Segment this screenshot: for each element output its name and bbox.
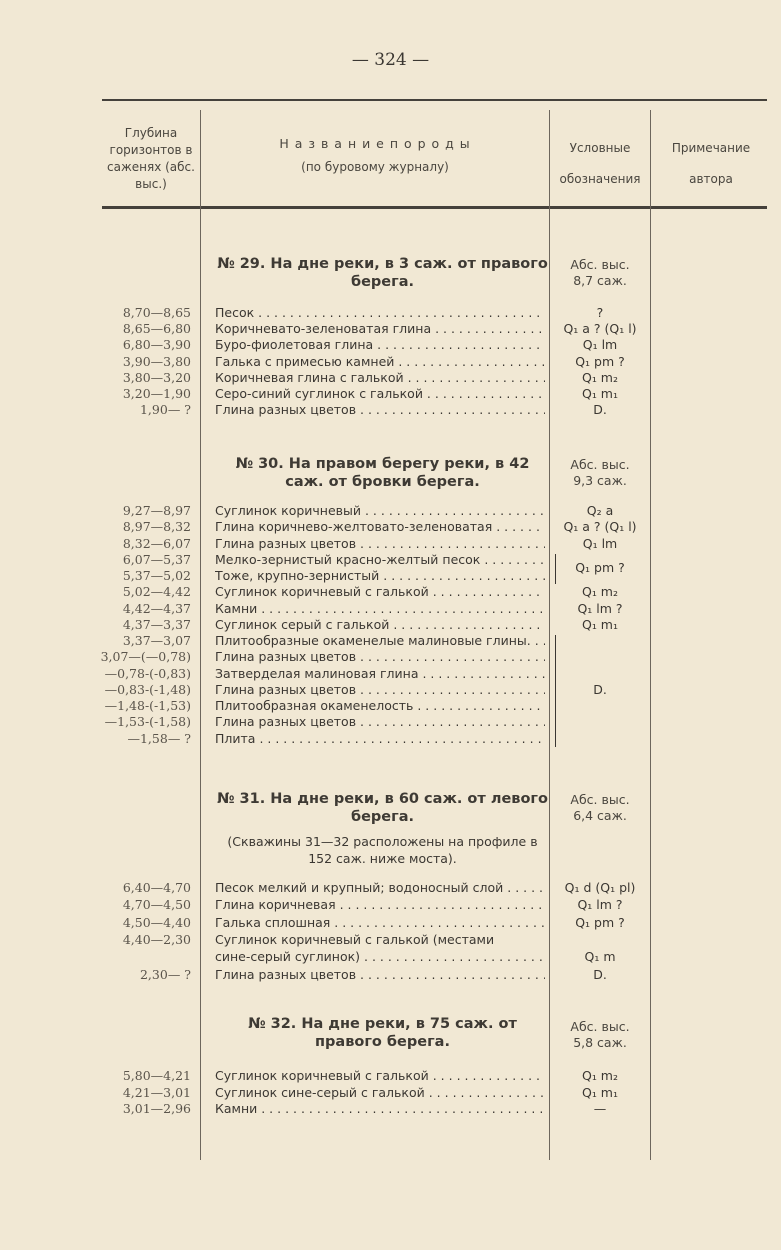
rock-name-cell: Суглинок сине-серый с галькой . . . xyxy=(215,1085,545,1100)
rock-name-cell: Плитообразная окаменелость . . . xyxy=(215,698,545,713)
rock-name-cell: Буро-фиолетовая глина . . . xyxy=(215,337,545,352)
abs-height-label: Абс. выс. xyxy=(570,457,630,472)
depth-cell: 3,80—3,20 xyxy=(122,369,191,385)
depth-cell: 8,32—6,07 xyxy=(122,535,191,551)
borehole-note: (Скважины 31—32 расположены на профиле в 152 саж. ниже моста). xyxy=(227,834,538,866)
depth-cell: 4,70—4,50 xyxy=(122,897,191,913)
symbol-cell: Q₁ m₁ xyxy=(581,616,618,632)
symbol-cell: D. xyxy=(593,966,607,982)
depth-cell: 9,27—8,97 xyxy=(122,503,191,518)
symbol-cell: Q₁ pm ? xyxy=(575,353,625,369)
abs-height-label: Абс. выс. xyxy=(570,792,630,807)
depth-cell: 5,80—4,21 xyxy=(122,1068,191,1083)
symbol-cell: Q₁ a ? (Q₁ l) xyxy=(563,519,637,535)
depth-cell: 5,37—5,02 xyxy=(122,568,191,583)
symbol-cell: — xyxy=(593,1101,607,1116)
rock-name-cell: Суглинок коричневый с галькой (местами xyxy=(215,931,495,947)
symbol-cell: Q₁ m xyxy=(584,949,616,965)
rock-name-cell: Суглинок коричневый . . . xyxy=(215,503,545,518)
symbol-cell: Q₁ lm ? xyxy=(577,600,623,616)
depth-cell: 3,07—(—0,78) xyxy=(100,649,191,665)
symbol-cell: Q₁ a ? (Q₁ l) xyxy=(563,321,637,337)
rock-name-cell: Глина разных цветов . . . xyxy=(215,967,545,982)
header-top-rule xyxy=(102,99,767,101)
depth-cell: —1,58— ? xyxy=(127,730,191,746)
depth-cell: 8,97—8,32 xyxy=(122,519,191,535)
rock-name-cell: Галька с примесью камней . . . xyxy=(215,354,545,369)
rock-name-cell: Суглинок коричневый с галькой . . . xyxy=(215,584,545,599)
depth-cell: 8,65—6,80 xyxy=(122,321,191,337)
header-rock-name: Н а з в а н и е п о р о д ы xyxy=(279,136,471,151)
depth-cell: 4,37—3,37 xyxy=(122,616,191,632)
rock-name-cell: Плита . . . xyxy=(215,731,545,746)
abs-height-value: 8,7 саж. xyxy=(573,273,627,288)
depth-cell: 5,02—4,42 xyxy=(122,584,191,600)
symbol-cell: Q₁ m₂ xyxy=(581,1068,618,1083)
symbol-cell: Q₁ m₂ xyxy=(581,369,618,385)
abs-height-label: Абс. выс. xyxy=(570,1019,630,1034)
depth-cell: 6,40—4,70 xyxy=(122,880,191,895)
column-divider-depth xyxy=(200,110,201,1160)
borehole-title: № 30. На правом берегу реки, в 42 саж. от бровки берега. xyxy=(235,456,530,490)
depth-cell: 4,40—2,30 xyxy=(122,931,191,947)
depth-cell: 3,37—3,07 xyxy=(122,633,191,648)
borehole-title: № 29. На дне реки, в 3 саж. от правого берега. xyxy=(217,256,548,290)
rock-name-cell: Глина коричнево-желтовато-зеленоватая . . . xyxy=(215,519,545,534)
page-number: — 324 — xyxy=(351,50,430,70)
depth-cell: 4,50—4,40 xyxy=(122,914,191,930)
rock-name-cell: Глина разных цветов . . . xyxy=(215,714,545,729)
symbol-cell: Q₁ d (Q₁ pl) xyxy=(564,880,636,895)
rock-name-cell: Глина разных цветов . . . xyxy=(215,682,545,697)
header-notes: Примечание автора xyxy=(671,141,751,186)
depth-cell: 3,90—3,80 xyxy=(122,353,191,369)
header-rock-name-sub: (по буровому журналу) xyxy=(301,160,449,174)
depth-cell: 3,20—1,90 xyxy=(122,386,191,401)
rock-name-cell: сине-серый суглинок) . . . xyxy=(215,949,545,964)
rock-name-cell: Тоже, крупно-зернистый . . . xyxy=(215,568,545,583)
depth-cell: 8,70—8,65 xyxy=(122,305,191,320)
depth-cell: 3,01—2,96 xyxy=(122,1101,191,1116)
rock-name-cell: Песок . . . xyxy=(215,305,545,320)
depth-cell: 4,21—3,01 xyxy=(122,1084,191,1100)
rock-name-cell: Плитообразные окаменелые малиновые глины. . . . xyxy=(215,633,545,648)
depth-cell: 6,80—3,90 xyxy=(122,337,191,353)
abs-height-value: 9,3 саж. xyxy=(573,473,627,488)
symbol-cell-group: D. xyxy=(593,681,607,697)
symbol-cell: Q₂ a xyxy=(586,503,614,518)
depth-cell: 4,42—4,37 xyxy=(122,600,191,616)
symbol-cell: Q₁ m₁ xyxy=(581,1084,618,1100)
rock-name-cell: Коричневато-зеленоватая глина . . . xyxy=(215,321,545,336)
header-symbols: Условные обозначения xyxy=(559,141,641,186)
rock-name-cell: Песок мелкий и крупный; водоносный слой . . . xyxy=(215,880,545,895)
depth-cell: —1,53-(-1,58) xyxy=(104,714,191,730)
rock-name-cell: Камни . . . xyxy=(215,601,545,616)
depth-cell: —0,78-(-0,83) xyxy=(104,665,191,681)
borehole-title: № 31. На дне реки, в 60 саж. от левого берега. xyxy=(217,791,548,825)
symbol-cell-group: Q₁ pm ? xyxy=(575,559,625,575)
rock-name-cell: Глина разных цветов . . . xyxy=(215,536,545,551)
rock-name-cell: Глина разных цветов . . . xyxy=(215,649,545,664)
depth-cell: —1,48-(-1,53) xyxy=(104,698,191,713)
depth-cell: 1,90— ? xyxy=(139,402,191,418)
depth-cell: 2,30— ? xyxy=(139,966,191,982)
rock-name-cell: Мелко-зернистый красно-желтый песок . . . xyxy=(215,552,545,567)
abs-height-value: 5,8 саж. xyxy=(573,1035,627,1050)
header-depth: Глубина горизонтов в саженях (абс. выс.) xyxy=(107,126,195,191)
column-divider-symbols xyxy=(650,110,651,1160)
rock-name-cell: Камни . . . xyxy=(215,1101,545,1116)
symbol-cell: Q₁ lm xyxy=(582,535,618,551)
abs-height-value: 6,4 саж. xyxy=(573,808,627,823)
symbol-cell: Q₁ m₁ xyxy=(581,386,618,401)
borehole-title: № 32. На дне реки, в 75 саж. от правого берега. xyxy=(248,1016,517,1050)
rock-name-cell: Глина коричневая . . . xyxy=(215,897,545,912)
depth-cell: 6,07—5,37 xyxy=(122,551,191,567)
depth-cell: —0,83-(-1,48) xyxy=(104,681,191,697)
symbol-cell: Q₁ lm ? xyxy=(577,897,623,913)
rock-name-cell: Коричневая глина с галькой . . . xyxy=(215,370,545,385)
symbol-cell: Q₁ lm xyxy=(582,337,618,353)
rock-name-cell: Суглинок коричневый с галькой . . . xyxy=(215,1068,545,1083)
symbol-cell: Q₁ pm ? xyxy=(575,914,625,930)
symbol-cell: Q₁ m₂ xyxy=(581,584,618,600)
rock-name-cell: Серо-синий суглинок с галькой . . . xyxy=(215,386,545,401)
symbol-cell: D. xyxy=(593,402,607,418)
rock-name-cell: Затверделая малиновая глина . . . xyxy=(215,666,545,681)
rock-name-cell: Галька сплошная . . . xyxy=(215,915,545,930)
rock-name-cell: Глина разных цветов . . . xyxy=(215,402,545,417)
header-bottom-rule xyxy=(102,206,767,209)
rock-name-cell: Суглинок серый с галькой . . . xyxy=(215,617,545,632)
symbol-cell: ? xyxy=(596,305,604,320)
abs-height-label: Абс. выс. xyxy=(570,257,630,272)
